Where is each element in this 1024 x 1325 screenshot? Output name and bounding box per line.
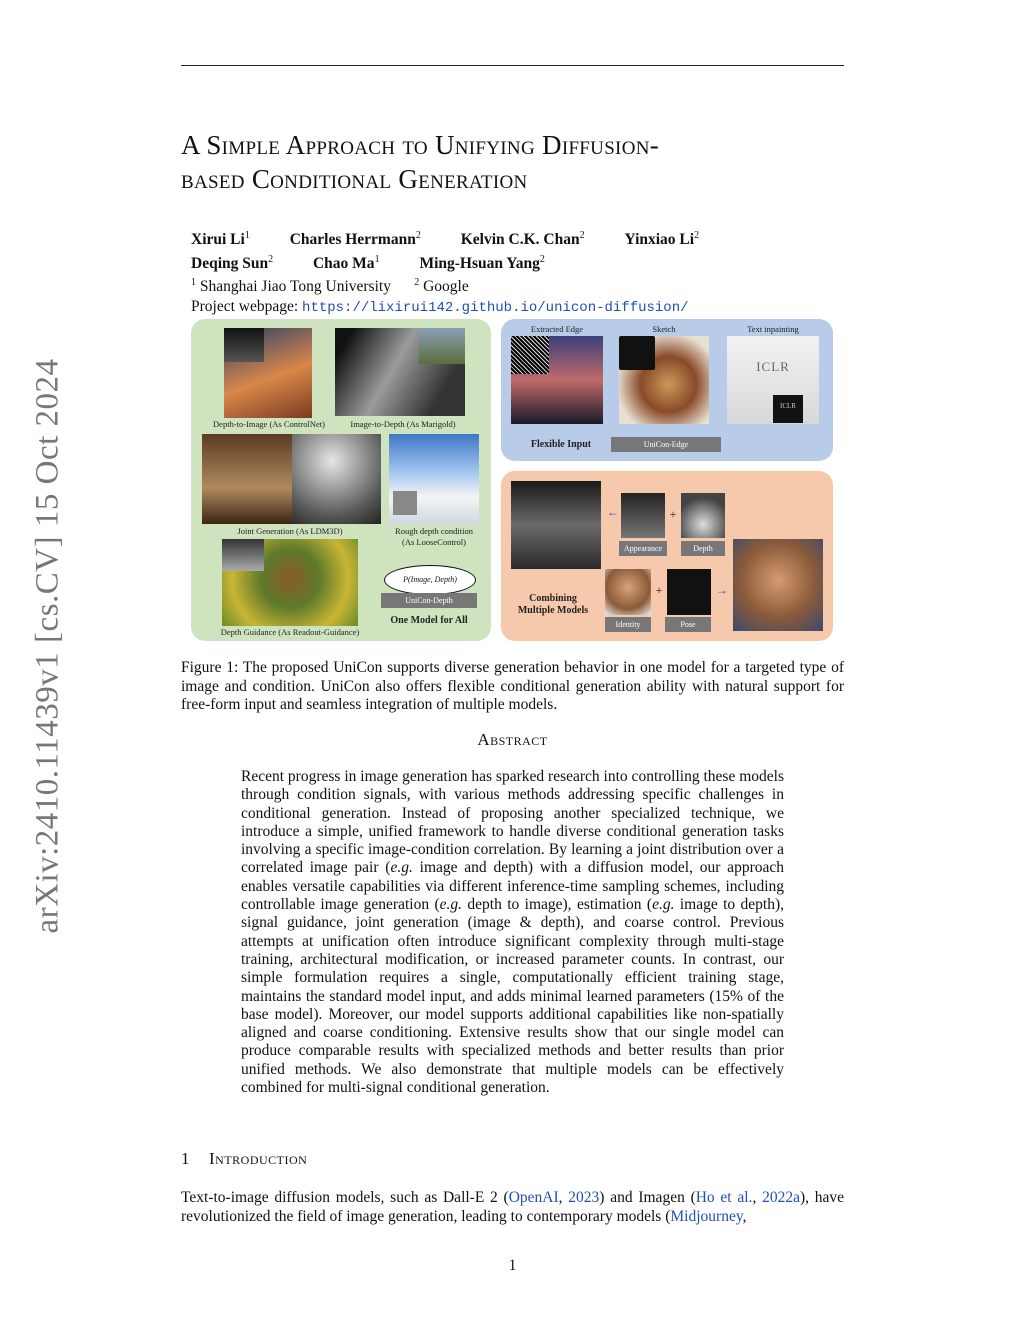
car-output-image <box>511 481 601 569</box>
bedroom-depth-image <box>292 434 381 524</box>
flexible-input: Flexible Input <box>530 439 592 450</box>
plus-sign-2: + <box>655 583 663 597</box>
citation-openai[interactable]: OpenAI <box>508 1189 559 1206</box>
appearance-box: Appearance <box>619 541 667 556</box>
label-rough-depth-1: Rough depth condition <box>395 526 473 536</box>
intro-heading <box>181 1149 307 1169</box>
bedroom-image <box>202 434 292 524</box>
intro-paragraph: Text-to-image diffusion models, such as Dall-E 2 (OpenAI, 2023) and Imagen (Ho et al., 2022a), have revolutionized the field of image generation, leading to contemporary models (Midjourney, <box>181 1189 845 1225</box>
top-rule <box>181 65 844 66</box>
author-aff: 2 <box>579 230 585 241</box>
label-depth-to-image: Depth-to-Image (As ControlNet) <box>213 419 325 429</box>
author-name: Deqing Sun <box>191 254 269 272</box>
author-aff: 2 <box>268 253 274 265</box>
citation-2022a[interactable]: 2022a <box>762 1189 800 1206</box>
webpage-label: Project webpage: <box>191 297 299 315</box>
abstract-heading: Abstract <box>477 730 548 749</box>
project-webpage <box>191 297 841 319</box>
formula-text: P(Image, Depth) <box>403 575 457 584</box>
title-line-2: based Conditional Generation <box>181 164 528 194</box>
left-panel <box>191 319 491 641</box>
webpage-link[interactable]: https://lixirui142.github.io/unicon-diffusion/ <box>302 299 689 316</box>
label-image-to-depth: Image-to-Depth (As Marigold) <box>350 419 456 429</box>
abstract-body: Recent progress in image generation has sparked research into controlling these models through condition signals, with various methods addressing specific challenges in conditional generation. Instead of proposing another specialized technique, we introduce a simple, unified framework to handle diverse conditional generation tasks involving a specific image-condition correlation. By learning a joint distribution over a correlated image pair (e.g. image and depth) with a diffusion model, our approach enables versatile capabilities via different inference-time sampling schemes, including controllable image generation (e.g. depth to image), estimation (e.g. image to depth), signal guidance, joint generation (image & depth), and coarse control. Previous attempts at unification often introduce significant complexity through multi-stage training, architectural modification, or increased parameter counts. In contrast, our simple formulation requires a single, computationally efficient training stage, maintains the standard model input, and adds minimal learned parameters (15% of the base model). Moreover, our model supports additional capabilities like non-spatially aligned and coarse conditioning. Extensive results show that our single model can produce comparable results with specialized methods and better results than prior unified methods. We also demonstrate that multiple models can be effectively combined for multi-signal conditional generation. <box>241 768 784 1097</box>
figure-1 <box>191 319 833 642</box>
label-depth-guidance: Depth Guidance (As Readout-Guidance) <box>220 627 360 637</box>
label-text-inpainting: Text inpainting <box>747 324 799 334</box>
author-row-2 <box>191 250 841 274</box>
citation-2023[interactable]: 2023 <box>568 1189 600 1206</box>
figure-caption: Figure 1: The proposed UniCon supports diverse generation behavior in one model for a targeted type of image and condition. UniCon also offers flexible conditional generation ability with natural support for free-form input and seamless integration of multiple models. <box>181 659 844 713</box>
author-block <box>191 226 841 318</box>
affiliation-1: Shanghai Jiao Tong University <box>199 278 391 296</box>
label-extracted-edge: Extracted Edge <box>530 324 584 334</box>
depth-box: Depth <box>681 541 725 556</box>
pose-image <box>667 569 711 615</box>
formula-ellipse <box>384 565 476 595</box>
iclr-mask-text: ICLR <box>780 402 796 410</box>
arrow-right-icon: → <box>716 583 728 597</box>
combining-line-1: Combining <box>529 593 577 604</box>
arxiv-sidebar <box>28 354 68 938</box>
one-model-for-all: One Model for All <box>390 615 468 626</box>
plus-sign-1: + <box>669 507 677 521</box>
section-title: Introduction <box>209 1149 308 1168</box>
depth-inset <box>224 328 264 362</box>
citation-ho[interactable]: Ho et al. <box>695 1189 753 1206</box>
label-rough-depth-2: (As LooseControl) <box>402 537 466 547</box>
paper-title <box>181 128 844 196</box>
appearance-image <box>621 493 665 538</box>
author-name: Ming-Hsuan Yang <box>419 254 540 272</box>
arrow-left-icon: ← <box>607 505 619 519</box>
affiliation-2: Google <box>423 278 469 296</box>
author-name: Chao Ma <box>312 254 375 272</box>
label-sketch: Sketch <box>652 324 676 334</box>
author-aff: 1 <box>374 253 380 265</box>
author-name: Charles Herrmann <box>289 231 416 249</box>
title-line-1: A Simple Approach to Unifying Diffusion- <box>181 130 660 160</box>
rough-depth-inset <box>393 491 417 515</box>
top-right-panel <box>501 319 833 461</box>
section-number: 1 <box>181 1149 190 1168</box>
author-aff: 2 <box>539 253 545 265</box>
unicon-edge-box: UniCon-Edge <box>611 437 721 452</box>
unicon-depth-box: UniCon-Depth <box>381 593 477 608</box>
identity-image <box>605 569 651 615</box>
author-row-1 <box>191 226 841 250</box>
author-name: Yinxiao Li <box>624 231 695 249</box>
face-output-image <box>733 539 823 631</box>
affiliations: $^1$ Shanghai Jiao Tong University $^2$ Google <box>191 277 469 296</box>
flower-inset <box>419 328 465 364</box>
combining-line-2: Multiple Models <box>517 605 589 616</box>
author-name: Kelvin C.K. Chan <box>460 231 580 249</box>
author-aff: 2 <box>415 230 421 241</box>
iclr-shirt-text: ICLR <box>756 359 790 374</box>
edge-inset <box>511 336 549 374</box>
arxiv-id: arXiv:2410.11439v1 [cs.CV] 15 Oct 2024 <box>29 358 66 934</box>
page-number: 1 <box>508 1257 517 1274</box>
identity-box: Identity <box>605 617 651 632</box>
author-aff: 1 <box>244 230 250 241</box>
label-joint-generation: Joint Generation (As LDM3D) <box>237 526 343 536</box>
sketch-inset <box>619 336 655 370</box>
bottom-right-panel <box>501 471 833 641</box>
citation-midjourney[interactable]: Midjourney <box>670 1208 743 1225</box>
pose-box: Pose <box>665 617 711 632</box>
author-name: Xirui Li <box>191 231 245 249</box>
depth-condition-image <box>681 493 725 538</box>
author-aff: 2 <box>694 230 700 241</box>
dog-depth-inset <box>222 539 264 571</box>
